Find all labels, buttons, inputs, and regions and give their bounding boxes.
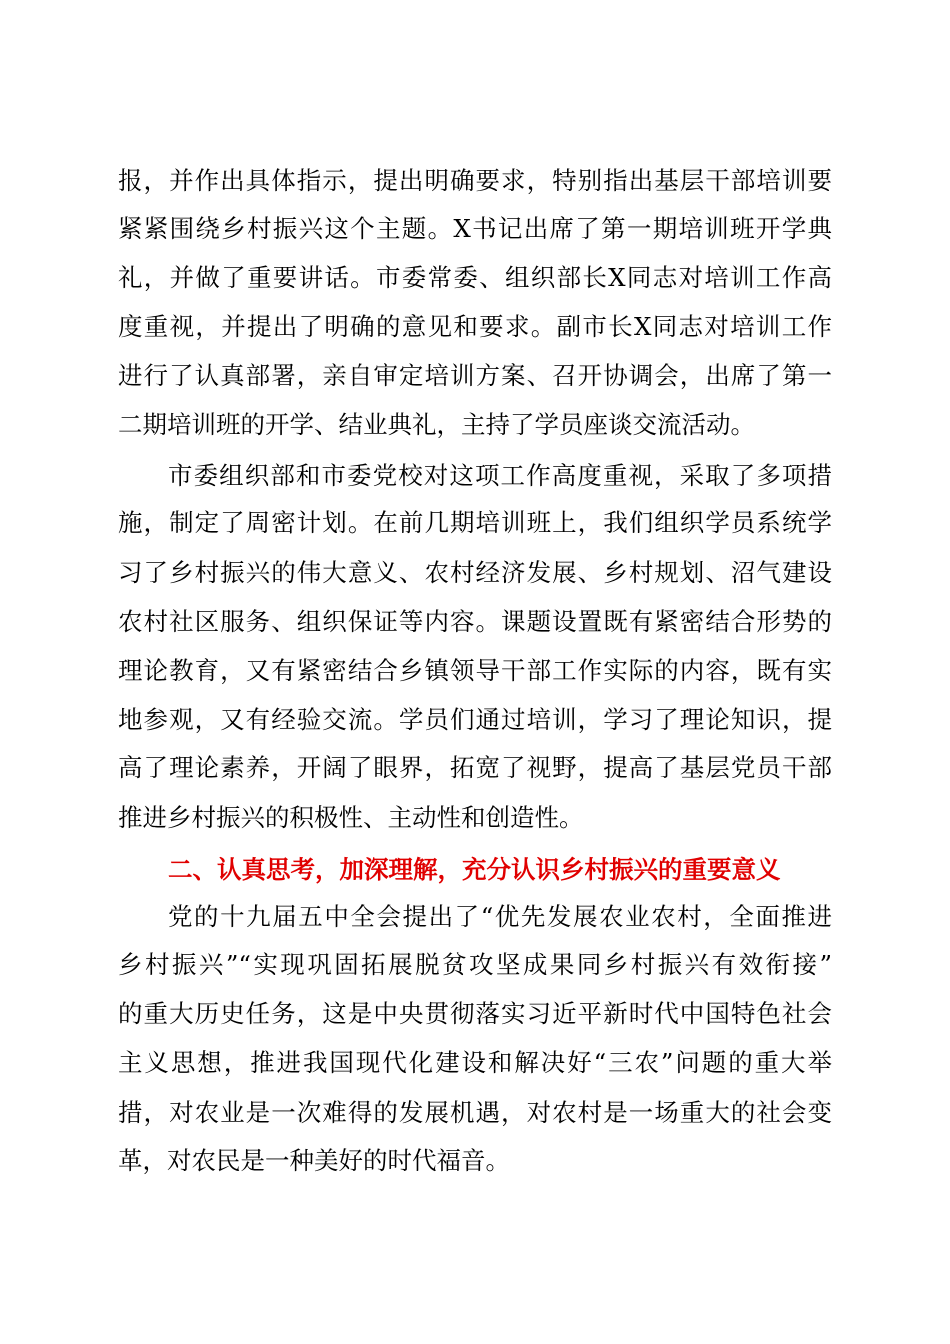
paragraph-2-line-3: 习了乡村振兴的伟大意义、农村经济发展、乡村规划、沼气建设 — [118, 558, 832, 587]
paragraph-1-line-1: 报，并作出具体指示，提出明确要求，特别指出基层干部培训要 — [118, 166, 832, 195]
paragraph-2-line-2: 施，制定了周密计划。在前几期培训班上，我们组织学员系统学 — [118, 508, 832, 537]
paragraph-1-line-3: 礼，并做了重要讲话。市委常委、组织部长X同志对培训工作高 — [118, 263, 832, 292]
section-heading: 二、认真思考，加深理解，充分认识乡村振兴的重要意义 — [168, 855, 781, 884]
paragraph-3-line-5: 措，对农业是一次难得的发展机遇，对农村是一场重大的社会变 — [118, 1098, 832, 1127]
paragraph-2-line-5: 理论教育，又有紧密结合乡镇领导干部工作实际的内容，既有实 — [118, 656, 832, 685]
paragraph-2-line-1: 市委组织部和市委党校对这项工作高度重视，采取了多项措 — [168, 461, 832, 490]
paragraph-1-line-5: 进行了认真部署，亲自审定培训方案、召开协调会，出席了第一 — [118, 361, 832, 390]
paragraph-3-line-3: 的重大历史任务，这是中央贯彻落实习近平新时代中国特色社会 — [118, 999, 832, 1028]
paragraph-2-line-7: 高了理论素养，开阔了眼界，拓宽了视野，提高了基层党员干部 — [118, 753, 832, 782]
paragraph-1-line-2: 紧紧围绕乡村振兴这个主题。X书记出席了第一期培训班开学典 — [118, 214, 832, 243]
paragraph-2-line-4: 农村社区服务、组织保证等内容。课题设置既有紧密结合形势的 — [118, 607, 832, 636]
paragraph-2-line-8: 推进乡村振兴的积极性、主动性和创造性。 — [118, 803, 584, 832]
paragraph-1-line-6: 二期培训班的开学、结业典礼，主持了学员座谈交流活动。 — [118, 410, 755, 439]
paragraph-3-line-4: 主义思想，推进我国现代化建设和解决好“三农”问题的重大举 — [118, 1048, 832, 1077]
paragraph-3-line-2: 乡村振兴”“实现巩固拓展脱贫攻坚成果同乡村振兴有效衔接” — [118, 950, 832, 979]
paragraph-3-line-1: 党的十九届五中全会提出了“优先发展农业农村，全面推进 — [168, 902, 832, 931]
paragraph-3-line-6: 革，对农民是一种美好的时代福音。 — [118, 1146, 510, 1175]
paragraph-1-line-4: 度重视，并提出了明确的意见和要求。副市长X同志对培训工作 — [118, 312, 832, 341]
paragraph-2-line-6: 地参观，又有经验交流。学员们通过培训，学习了理论知识，提 — [118, 705, 832, 734]
